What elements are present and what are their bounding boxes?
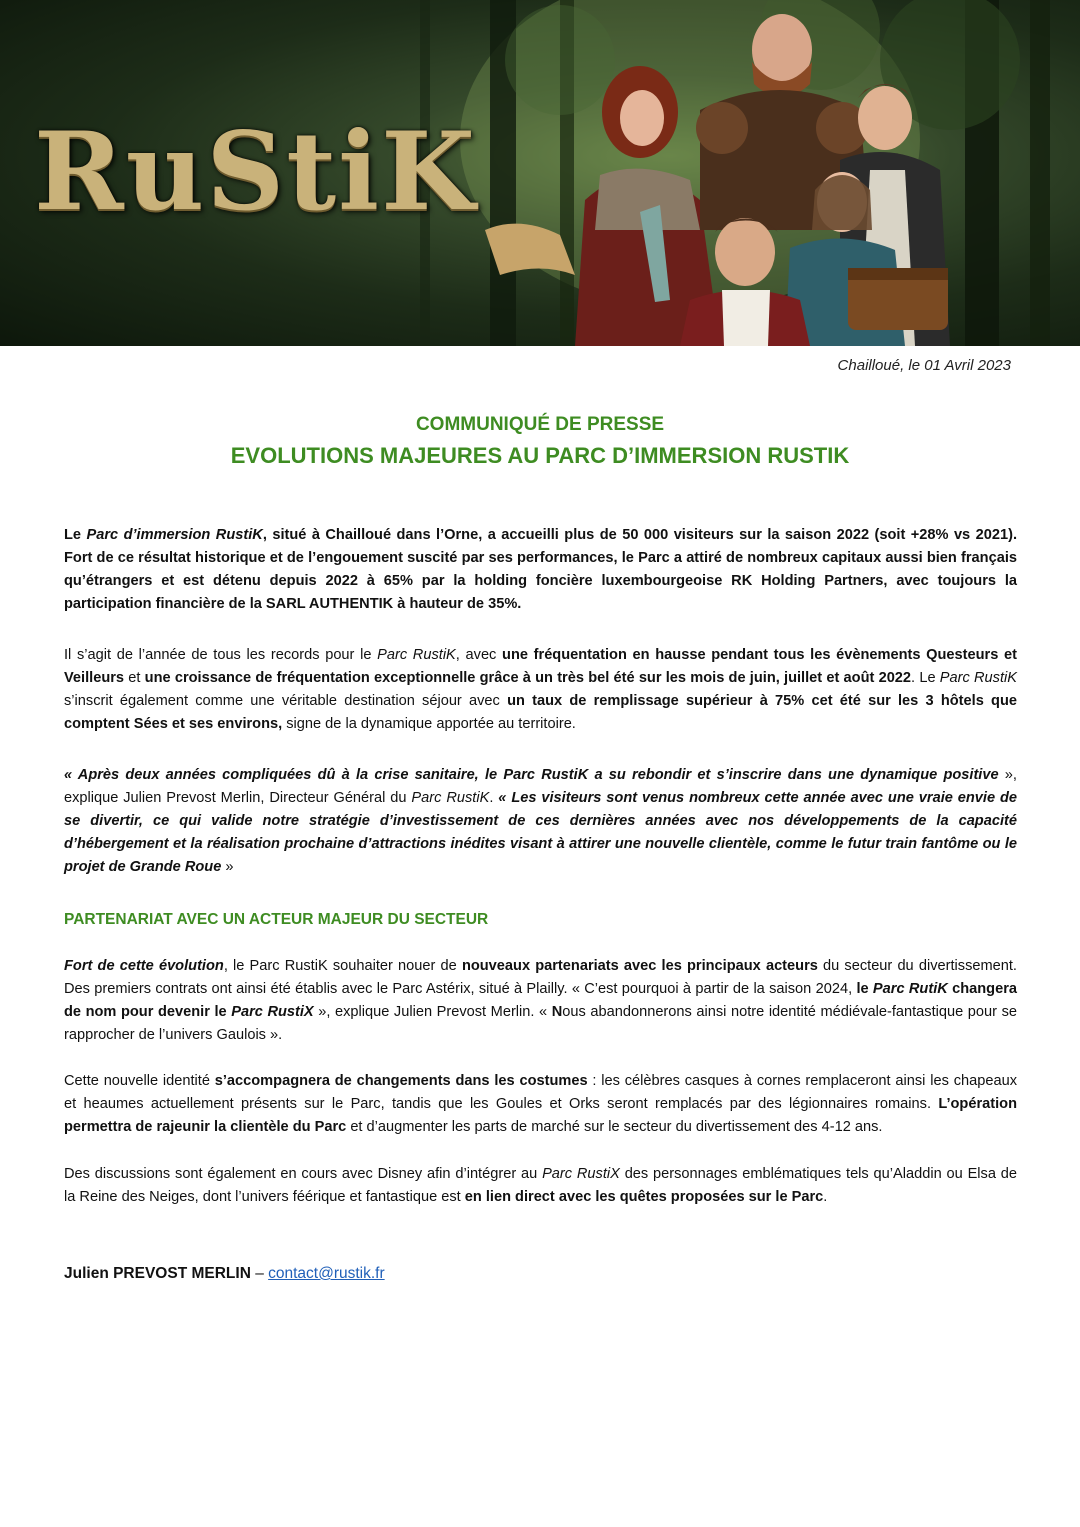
section-title-partnership: PARTENARIAT AVEC UN ACTEUR MAJEUR DU SECTEUR <box>64 911 489 928</box>
signature: Julien PREVOST MERLIN – contact@rustik.fr <box>64 1265 385 1282</box>
signature-name: Julien PREVOST MERLIN <box>64 1265 251 1282</box>
header-banner <box>0 0 1080 346</box>
page-title: EVOLUTIONS MAJEURES AU PARC D’IMMERSION RUSTIK <box>230 443 850 468</box>
paragraph-quote: « Après deux années compliquées dû à la crise sanitaire, le Parc RustiK a su rebondir et s’inscrire dans une dynamique positive », explique Julien Prevost Merlin, Directeur Général du Parc RustiK. « Les visiteurs sont venus nombreux cette année avec une vraie envie de se divertir, ce qui valide notre stratégie d’investissement de ces dernières années avec nos développements de la capacité d’hébergement et la réalisation prochaine d’attractions inédites visant à attirer une nouvelle clientèle, comme le futur train fantôme ou le projet de Grande Roue » <box>64 767 1018 875</box>
paragraph-intro: Le Parc d’immersion RustiK, situé à Chailloué dans l’Orne, a accueilli plus de 50 000 visiteurs sur la saison 2022 (soit +28% vs 2021). Fort de ce résultat historique et de l’engouement suscité par ses performances, le Parc a attiré de nombreux capitaux aussi bien français qu’étrangers et est détenu depuis 2022 à 65% par la holding foncière luxembourgeoise RK Holding Partners, avec toujours la participation financière de la SARL AUTHENTIK à hauteur de 35%. <box>64 527 1018 612</box>
paragraph-costumes: Cette nouvelle identité s’accompagnera de changements dans les costumes : les célèbres casques à cornes remplaceront ainsi les chapeaux et heaumes actuellement présents sur le Parc, tandis que les Goules et Orks seront remplacés par des légionnaires romains. L’opération permettra de rajeunir la clientèle du Parc et d’augmenter les parts de marché sur le secteur du divertissement des 4-12 ans. <box>64 1073 1018 1135</box>
document-date: Chailloué, le 01 Avril 2023 <box>837 357 1011 374</box>
contact-email-link[interactable]: contact@rustik.fr <box>268 1265 385 1282</box>
press-release-label: COMMUNIQUÉ DE PRESSE <box>415 414 665 435</box>
paragraph-disney: Des discussions sont également en cours avec Disney afin d’intégrer au Parc RustiX des personnages emblématiques tels qu’Aladdin ou Elsa de la Reine des Neiges, dont l’univers féérique et fantastique est en lien direct avec les quêtes proposées sur le Parc. <box>64 1166 1018 1205</box>
paragraph-records: Il s’agit de l’année de tous les records pour le Parc RustiK, avec une fréquentation en hausse pendant tous les évènements Questeurs et Veilleurs et une croissance de fréquentation exceptionnelle grâce à un très bel été sur les mois de juin, juillet et août 2022. Le Parc RustiK s’inscrit également comme une véritable destination séjour avec un taux de remplissage supérieur à 75% cet été sur les 3 hôtels que comptent Sées et ses environs, signe de la dynamique apportée au territoire. <box>64 647 1017 732</box>
paragraph-partnership: Fort de cette évolution, le Parc RustiK souhaiter nouer de nouveaux partenariats avec les principaux acteurs du secteur du divertissement. Des premiers contrats ont ainsi été établis avec le Parc Astérix, situé à Plailly. « C’est pourquoi à partir de la saison 2024, le Parc RutiK changera de nom pour devenir le Parc RustiX », explique Julien Prevost Merlin. « Nous abandonnerons ainsi notre identité médiévale-fantastique pour se rapprocher de l’univers Gaulois ». <box>64 958 1018 1043</box>
rustik-logo: RuStiK <box>34 109 478 235</box>
